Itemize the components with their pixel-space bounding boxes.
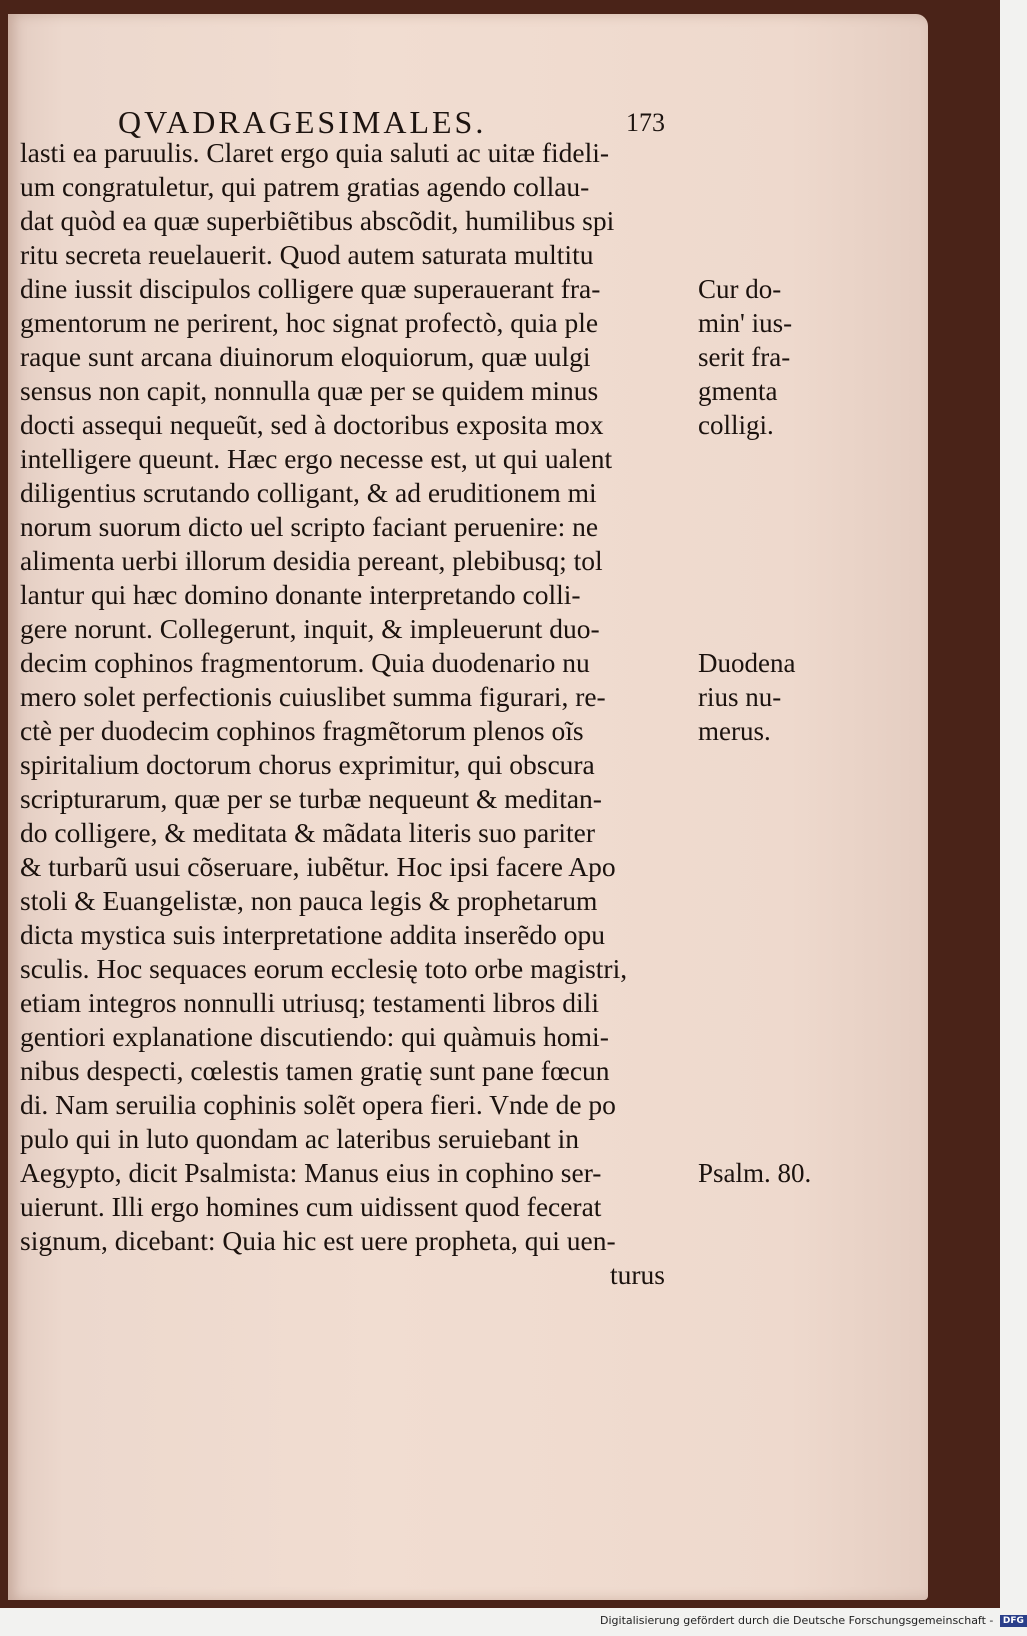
text-line: norum suorum dicto uel scripto faciant peruenire: ne (20, 511, 599, 542)
digitization-footer (600, 1614, 1024, 1632)
margin-note-line: Duodena (698, 648, 796, 678)
margin-note-line: Cur do- (698, 274, 782, 304)
text-line: & turbarũ usui cõseruare, iubẽtur. Hoc ipsi facere Apo (20, 851, 616, 882)
margin-note-line: merus. (698, 716, 771, 746)
text-line: lasti ea paruulis. Claret ergo quia saluti ac uitæ fideli- (20, 137, 610, 168)
text-line: lantur qui hæc domino donante interpretando colli- (20, 579, 581, 610)
margin-note-line: rius nu- (698, 682, 782, 712)
text-line: do colligere, & meditata & mãdata literis suo pariter (20, 817, 596, 848)
text-line: sculis. Hoc sequaces eorum ecclesię toto orbe magistri, (20, 953, 628, 984)
margin-note-line: Psalm. 80. (698, 1158, 812, 1188)
text-line: ctè per duodecim cophinos fragmẽtorum plenos oĩs (20, 715, 584, 746)
margin-note-line: colligi. (698, 410, 774, 440)
text-line: gere norunt. Collegerunt, inquit, & impleuerunt duo- (20, 613, 600, 644)
text-line: diligentius scrutando colligant, & ad eruditionem mi (20, 477, 597, 508)
text-line: signum, dicebant: Quia hic est uere propheta, qui uen- (20, 1225, 616, 1256)
text-line: pulo qui in luto quondam ac lateribus seruiebant in (20, 1123, 580, 1154)
margin-note-cur-domini (698, 272, 818, 442)
margin-note-line: gmenta (698, 376, 778, 406)
text-line: docti assequi nequeũt, sed à doctoribus exposita mox (20, 409, 604, 440)
text-line: stoli & Euangelistæ, non pauca legis & prophetarum (20, 885, 598, 916)
body-text-column (20, 136, 700, 1292)
text-line: nibus despecti, cœlestis tamen gratię sunt pane fœcun (20, 1055, 610, 1086)
margin-note-line: serit fra- (698, 342, 791, 372)
text-line: scripturarum, quæ per se turbæ nequeunt & meditan- (20, 783, 602, 814)
text-line: decim cophinos fragmentorum. Quia duodenario nu (20, 647, 590, 678)
margin-note-psalm (698, 1156, 818, 1190)
footer-text: Digitalisierung gefördert durch die Deutsche Forschungsgemeinschaft - (600, 1614, 994, 1627)
text-line: etiam integros nonnulli utriusq; testamenti libros dili (20, 987, 599, 1018)
text-line: raque sunt arcana diuinorum eloquiorum, quæ uulgi (20, 341, 591, 372)
text-line: di. Nam seruilia cophinis solẽt opera fieri. Vnde de po (20, 1089, 616, 1120)
margin-note-duodenarius (698, 646, 818, 748)
text-line: spiritalium doctorum chorus exprimitur, qui obscura (20, 749, 595, 780)
text-line: gentiori explanatione discutiendo: qui quàmuis homi- (20, 1021, 609, 1052)
dfg-logo: DFG (1000, 1615, 1027, 1627)
text-line: mero solet perfectionis cuiuslibet summa figurari, re- (20, 681, 606, 712)
text-line: dat quòd ea quæ superbiẽtibus abscõdit, humilibus spi (20, 205, 615, 236)
text-line: intelligere queunt. Hæc ergo necesse est, ut qui ualent (20, 443, 613, 474)
text-line: gmentorum ne perirent, hoc signat profectò, quia ple (20, 307, 599, 338)
text-line: dine iussit discipulos colligere quæ superauerant fra- (20, 273, 601, 304)
margin-note-line: min' ius- (698, 308, 793, 338)
folio-number: 173 (626, 108, 665, 137)
text-line: uierunt. Illi ergo homines cum uidissent quod fecerat (20, 1191, 602, 1222)
text-line: alimenta uerbi illorum desidia pereant, plebibusq; tol (20, 545, 603, 576)
catchword: turus (610, 1259, 665, 1290)
text-line: um congratuletur, qui patrem gratias agendo collau- (20, 171, 590, 202)
running-head: QVADRAGESIMALES. (118, 104, 487, 140)
text-line: Aegypto, dicit Psalmista: Manus eius in cophino ser- (20, 1157, 602, 1188)
text-line: sensus non capit, nonnulla quæ per se quidem minus (20, 375, 599, 406)
text-line: ritu secreta reuelauerit. Quod autem saturata multitu (20, 239, 594, 270)
text-line: dicta mystica suis interpretatione addita inserẽdo opu (20, 919, 605, 950)
